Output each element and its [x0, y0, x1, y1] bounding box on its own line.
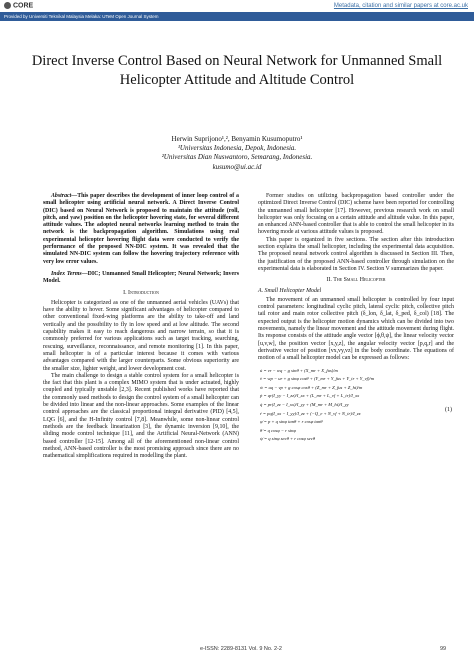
equation-line: θ̇ = q cosφ − r sinφ: [260, 427, 296, 433]
left-column: [43, 193, 239, 460]
equation-line: q̇ = pr(I_zz − I_xx)/I_yy + (M_mr + M_ht)/I_yy: [260, 401, 349, 407]
equation-line: v̇ = wp − ur + g sinφ cosθ + (Y_mr + Y_fus + Y_tr + Y_vf)/m: [260, 376, 375, 382]
equation-line: u̇ = vr − wq − g sinθ + (X_mr + X_fus)/m: [260, 367, 338, 373]
author-names: Herwin Suprijono¹,², Benyamin Kusumoputro¹: [171, 135, 303, 143]
index-terms-label: Index Terms—: [51, 270, 88, 277]
equation-number: (1): [445, 406, 452, 413]
provided-by-banner[interactable]: Provided by Universiti Teknikal Malaysia Melaka: UTeM Open Journal System: [0, 12, 474, 21]
index-terms-text: DIC; Unmanned Small Helicopter; Neural Network; Invers Model.: [43, 270, 239, 285]
equation-line: ṙ = pq(I_xx − I_yy)/I_zz + (−Q_e + N_vf + N_tr)/I_zz: [260, 410, 361, 416]
abstract: [43, 193, 239, 266]
equation-line: φ̇ = p + q sinφ tanθ + r cosφ tanθ: [260, 419, 323, 425]
abstract-text: This paper describes the development of inner loop control of a small helicopter using artificial neural network. A Direct Inverse Control (DIC) based on Neural Network is proposed to maintain the attitude (roll, pitch, and yaw) position on the helicopter hovering state, for several different attitude values. The adopted neural networks learning method to train the network is the backpropagation algorithm. Simulations using real experimental helicopter hovering flight data were conducted to verify the performance of the proposed NN-DIC system. It was revealed that the simulated NN-DIC system can follow the hovering trajectory reference with very low error values.: [43, 193, 239, 265]
right-column: [258, 193, 454, 444]
journal-footer: e-ISSN: 2289-8131 Vol. 9 No. 2-2: [200, 646, 282, 652]
section-2-heading: II. The Small Helicopter: [326, 277, 386, 284]
abstract-label: Abstract—: [51, 193, 78, 199]
affiliation-2: ²Universitas Dian Nuswantoro, Semarang, Indonesia.: [161, 153, 313, 162]
core-logo-icon: [4, 2, 11, 9]
equation-line: ψ̇ = q sinφ secθ + r cosφ secθ: [260, 436, 316, 442]
intro-paragraph-2: The main challenge to design a stable control system for a small helicopter is the fact that this plant is a complex MIMO system that is under actuated, highly coupled and typically unstable [2,3]. Recent published works have reported that the commonly used methods to design the control system of a small helicopter can be divided into linear and the non-linear approaches. Some examples of the linear control approaches are the classical proportional integral derivative (PID) [4,5], LQG [6], and the H-Infinity control [7,8]. Meanwhile, some non-linear control methods are the feedback linearization [3], the dynamic inversion [9,10], the sliding mode control technique [11], and the Artificial Neural-Network (ANN) based controller [12-15]. Among all of the aforementioned non-linear control method, ANN-based controller is the most promising approach since there are no mathematical simplifications required in modelling the plant.: [43, 372, 239, 460]
index-terms: [43, 271, 239, 286]
subsection-heading: A. Small Helicopter Model: [258, 287, 322, 294]
section-1-heading: I. Introduction: [123, 289, 159, 296]
equation-line: ṗ = qr(I_yy − I_zz)/I_xx + (L_mr + L_vf + L_tr)/I_xx: [260, 393, 360, 399]
equation-line: ẇ = uq − vp + g cosφ cosθ + (Z_mr + Z_fus + Z_ht)/m: [260, 384, 363, 390]
equation-block: [258, 367, 454, 444]
author-email: kusumo@ui.ac.id: [212, 162, 262, 171]
model-paragraph: The movement of an unmanned small helicopter is controlled by four input control parameters: longitudinal cyclic pitch, lateral cyclic pitch, collective pitch tail rotor and main rotor collective pitch (δ_lon, δ_lat, δ_ped, δ_col) [18]. The expected output is the helicopter motion dynamics which can be divided into two movements, namely the linear movement and the attitude movement during flight. Its response consists of the attitude angle vector [ϕ,θ,ψ], the linear velocity vector [u,v,w], the position vector [x,y,z], the angular velocity vector [p,q,r] and the derivative vector of position [vx,vy,vz] in the body coordinate. The equations of motion of a small helicopter model can be expressed as follows:: [258, 296, 454, 362]
intro-paragraph-3: Former studies on utilizing backpropagation based controller under the optimized Direct Inverse Control (DIC) scheme have been reported for controlling the unmanned small helicopter [17]. However, previous research work on small helicopter was only focusing on a certain attitude and altitude value. In this paper, an enhanced ANN-based controller that is able to control the small helicopter in its hovering mode at various attitude values is proposed.: [258, 193, 454, 236]
metadata-link[interactable]: Metadata, citation and similar papers at core.ac.uk: [333, 3, 468, 9]
affiliation-1: ¹Universitas Indonesia, Depok, Indonesia.: [177, 144, 297, 153]
page-number: 99: [440, 646, 447, 652]
paper-title: Direct Inverse Control Based on Neural Network for Unmanned Small Helicopter Attitude and Altitude Control: [31, 53, 443, 88]
intro-paragraph-4: This paper is organized in five sections. The section after this introduction section explains the small helicopter, including the experimental data acquisition. The proposed neural network control algorithm is discussed in Section III. Then, the justification of the proposed ANN-based controller through simulation on the experimental data is elaborated in Section IV. Section V summarizes the paper.: [258, 236, 454, 272]
author-block: [100, 135, 374, 172]
core-header-bar: [0, 0, 474, 22]
core-logo[interactable]: CORE: [4, 2, 33, 9]
intro-paragraph-1: Helicopter is categorized as one of the unmanned aerial vehicles (UAVs) that have the ability to hover. Some significant advantages of helicopter compared to other conventional fixed-wing platforms are the ability to take-off and land vertically and the possibility to fly in low speed and at low altitude. The second capability makes it easy to reach dangerous and narrow terrain, so that it is commonly preferred for various applications such as target tracking, searching, rescuing, surveillance, reconnaissance, and remote monitoring [1]. In this paper, small helicopter is of a particular interest because it comes with various advantages compared with the larger counterparts. Some obvious superiority are the smaller size, lighter weight, and lower development cost.: [43, 299, 239, 372]
